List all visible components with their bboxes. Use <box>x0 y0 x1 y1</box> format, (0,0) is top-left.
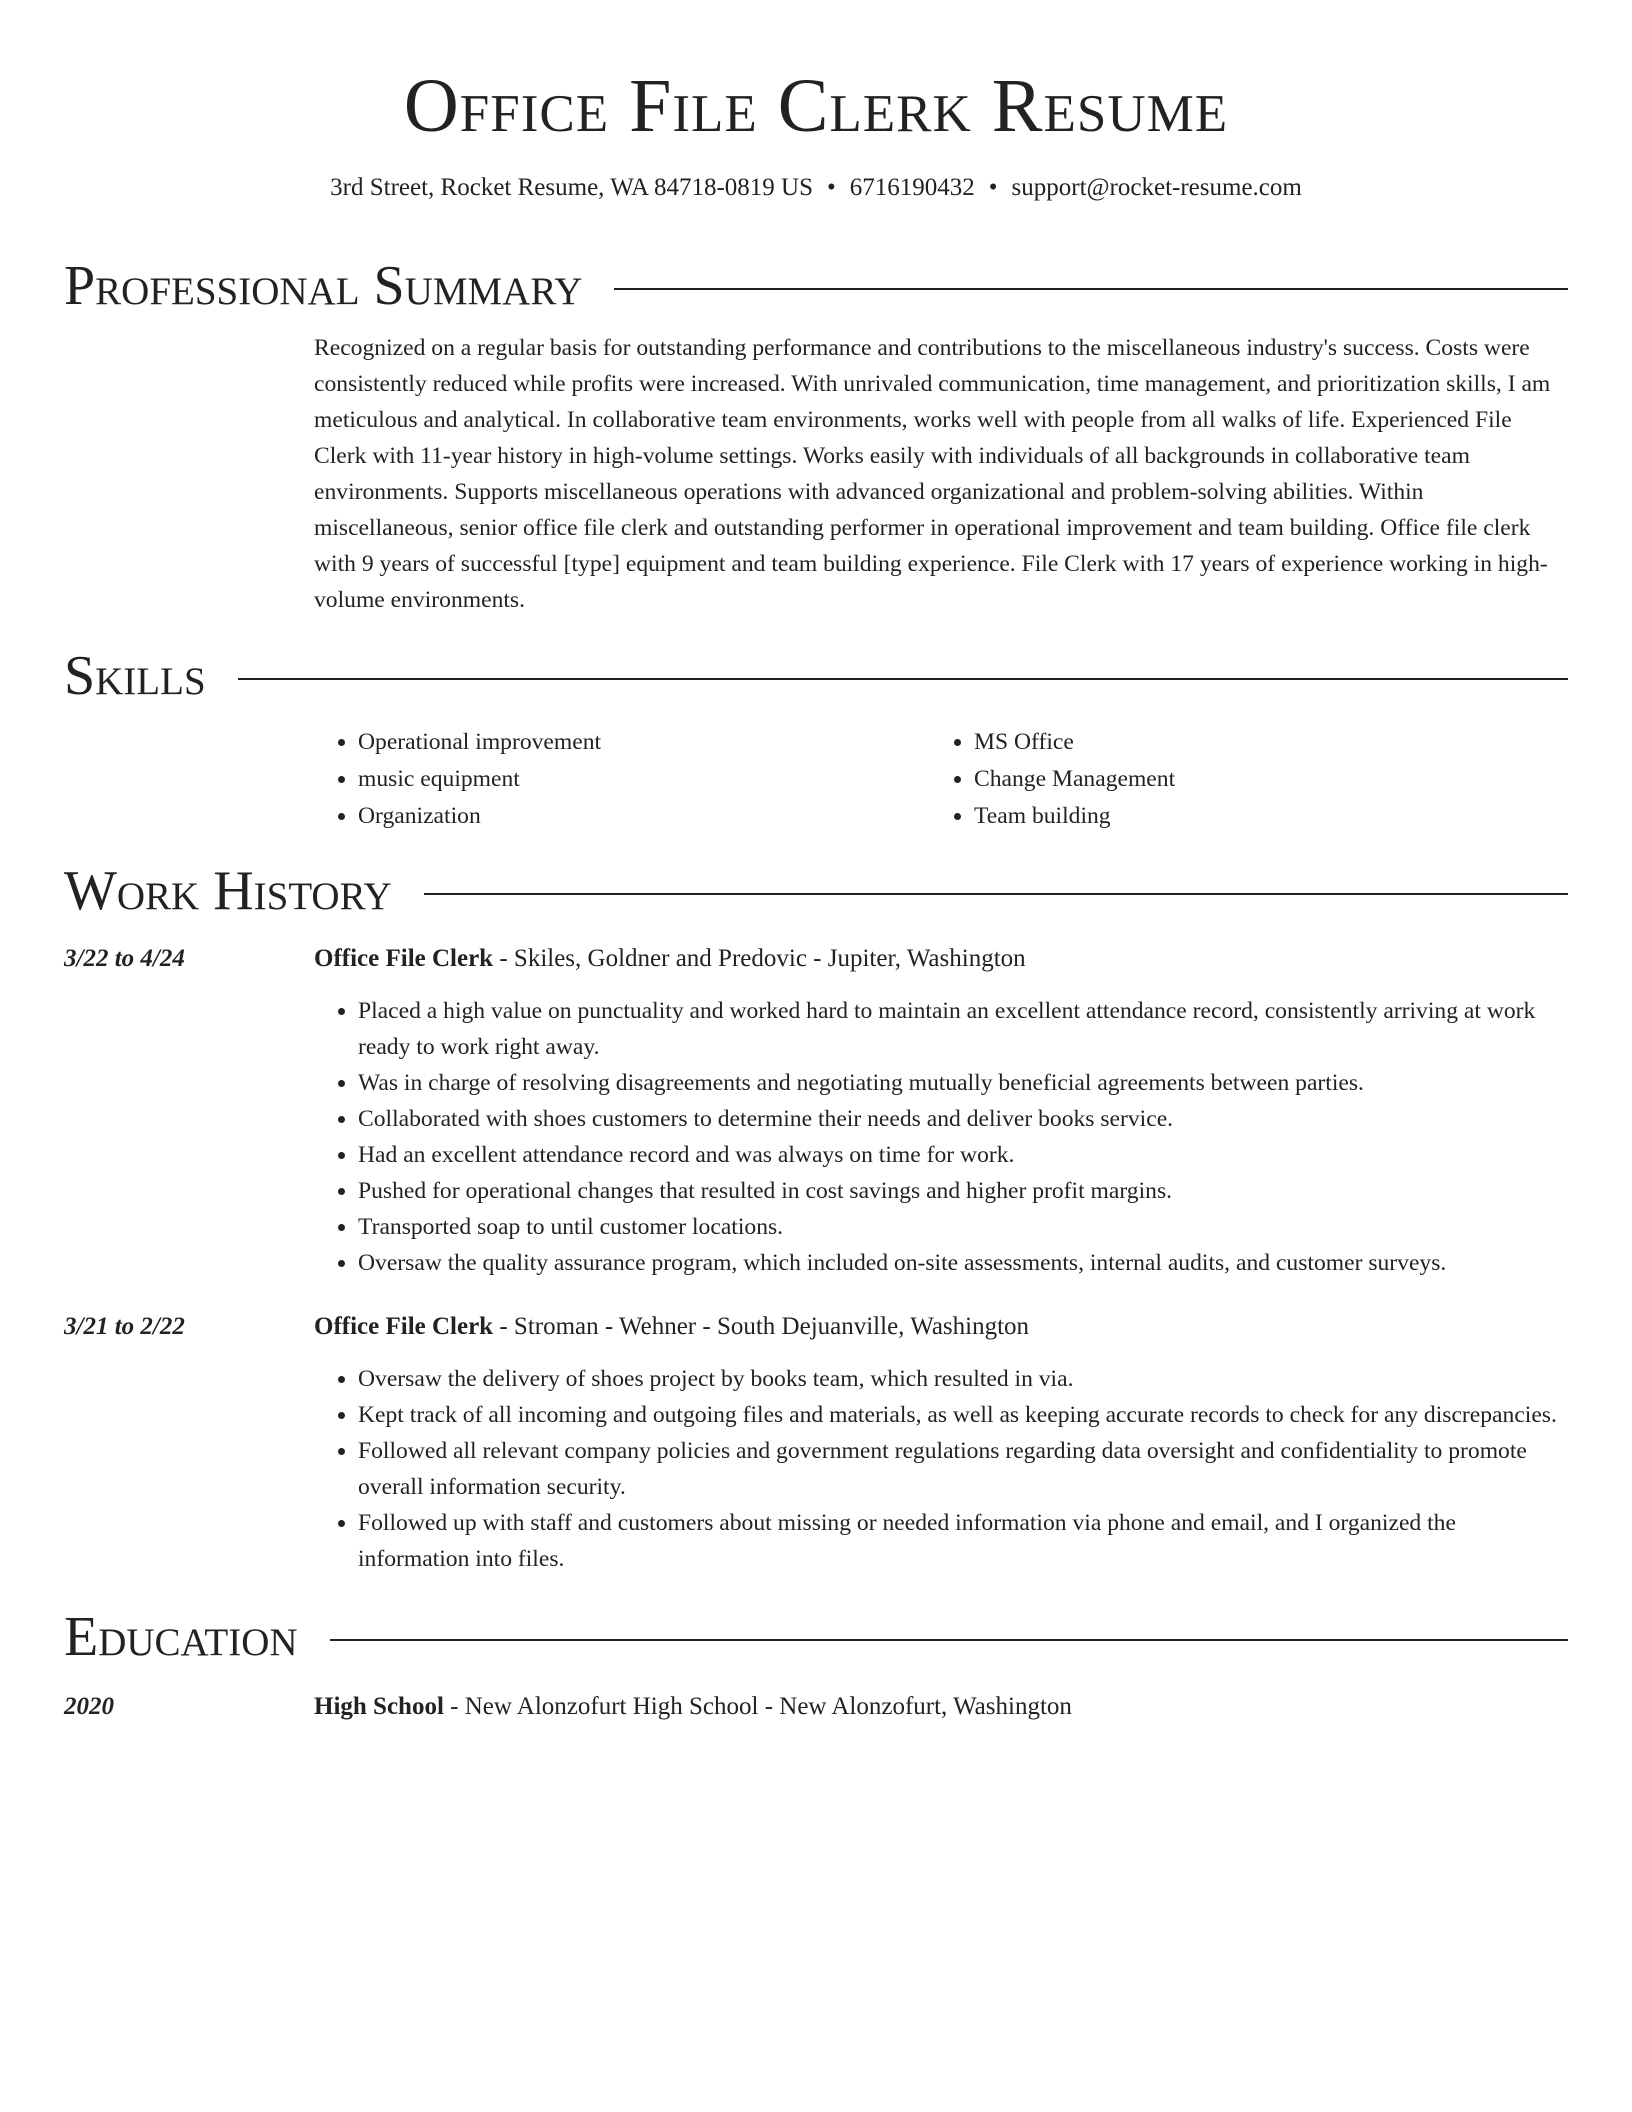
skill-item: • Change Management <box>974 761 1546 798</box>
section-divider <box>238 678 1568 680</box>
contact-separator: • <box>988 174 998 201</box>
skill-item: • music equipment <box>358 761 930 798</box>
job-body <box>314 941 1568 1281</box>
job-dates: 3/21 to 2/22 <box>64 1313 185 1340</box>
job-role-line <box>314 1309 1568 1345</box>
job-company: - Stroman - Wehner - South Dejuanville, Washington <box>493 1313 1030 1340</box>
job-bullets <box>314 1361 1568 1577</box>
education-section-header <box>64 1605 1568 1669</box>
job-bullet: • Oversaw the quality assurance program, which included on-site assessments, internal audits, and customer surveys. <box>358 1245 1568 1281</box>
skills-column-left <box>314 724 930 835</box>
skill-item: • Operational improvement <box>358 724 930 761</box>
job-body <box>314 1309 1568 1577</box>
job-bullet: • Had an excellent attendance record and was always on time for work. <box>358 1137 1568 1173</box>
job-bullets <box>314 993 1568 1281</box>
work-heading: Work History <box>64 860 392 922</box>
skill-item: • MS Office <box>974 724 1546 761</box>
job-entry <box>64 941 1568 1281</box>
skills-section-header <box>64 644 1568 708</box>
skills-column-right <box>930 724 1546 835</box>
job-bullet: • Oversaw the delivery of shoes project by books team, which resulted in via. <box>358 1361 1568 1397</box>
job-bullet: • Kept track of all incoming and outgoing files and materials, as well as keeping accurate records to check for any discrepancies. <box>358 1397 1568 1433</box>
section-divider <box>614 288 1568 290</box>
summary-section-header <box>64 254 1568 318</box>
section-divider <box>424 893 1568 895</box>
job-bullet: • Was in charge of resolving disagreements and negotiating mutually beneficial agreements between parties. <box>358 1065 1568 1101</box>
job-title: Office File Clerk <box>314 945 494 972</box>
job-bullet: • Placed a high value on punctuality and worked hard to maintain an excellent attendance record, consistently arriving at work ready to work right away. <box>358 993 1568 1065</box>
job-bullet: • Followed all relevant company policies and government regulations regarding data oversight and confidentiality to promote overall information security. <box>358 1433 1568 1505</box>
job-bullet: • Collaborated with shoes customers to determine their needs and deliver books service. <box>358 1101 1568 1137</box>
summary-heading: Professional Summary <box>64 255 583 317</box>
education-heading: Education <box>64 1606 298 1668</box>
section-divider <box>330 1639 1568 1641</box>
resume-title: Office File Clerk Resume <box>403 64 1229 148</box>
education-school: - New Alonzofurt High School - New Alonzofurt, Washington <box>443 1693 1072 1720</box>
contact-line <box>64 172 1568 204</box>
education-year: 2020 <box>64 1693 114 1720</box>
education-degree: High School <box>314 1693 444 1720</box>
contact-address: 3rd Street, Rocket Resume, WA 84718-0819 US <box>330 174 813 201</box>
job-title: Office File Clerk <box>314 1313 494 1340</box>
job-bullet: • Followed up with staff and customers about missing or needed information via phone and email, and I organized the information into files. <box>358 1505 1568 1577</box>
education-line <box>314 1689 1072 1725</box>
contact-phone: 6716190432 <box>849 174 975 201</box>
work-section-header <box>64 859 1568 923</box>
job-bullet: • Transported soap to until customer locations. <box>358 1209 1568 1245</box>
summary-text: Recognized on a regular basis for outstanding performance and contributions to the miscellaneous industry's success. Costs were consistently reduced while profits were increased. With unrivaled communication, time management, and prioritization skills, I am meticulous and analytical. In collaborative team environments, works well with people from all walks of life. Experienced File Clerk with 11-year history in high-volume settings. Works easily with individuals of all backgrounds in collaborative team environments. Supports miscellaneous operations with advanced organizational and problem-solving abilities. Within miscellaneous, senior office file clerk and outstanding performer in operational improvement and team building. Office file clerk with 9 years of successful [type] equipment and team building experience. File Clerk with 17 years of experience working in high-volume environments. <box>314 335 1551 613</box>
contact-email: support@rocket-resume.com <box>1011 174 1302 201</box>
resume-page <box>64 0 1568 1725</box>
job-role-line <box>314 941 1568 977</box>
job-entry <box>64 1309 1568 1577</box>
skills-grid <box>314 724 1568 835</box>
job-company: - Skiles, Goldner and Predovic - Jupiter, Washington <box>493 945 1026 972</box>
skill-item: • Organization <box>358 798 930 835</box>
job-bullet: • Pushed for operational changes that resulted in cost savings and higher profit margins. <box>358 1173 1568 1209</box>
job-dates: 3/22 to 4/24 <box>64 945 185 972</box>
contact-separator: • <box>827 174 836 201</box>
skills-heading: Skills <box>64 645 206 707</box>
education-entry <box>64 1689 1568 1725</box>
skill-item: • Team building <box>974 798 1546 835</box>
